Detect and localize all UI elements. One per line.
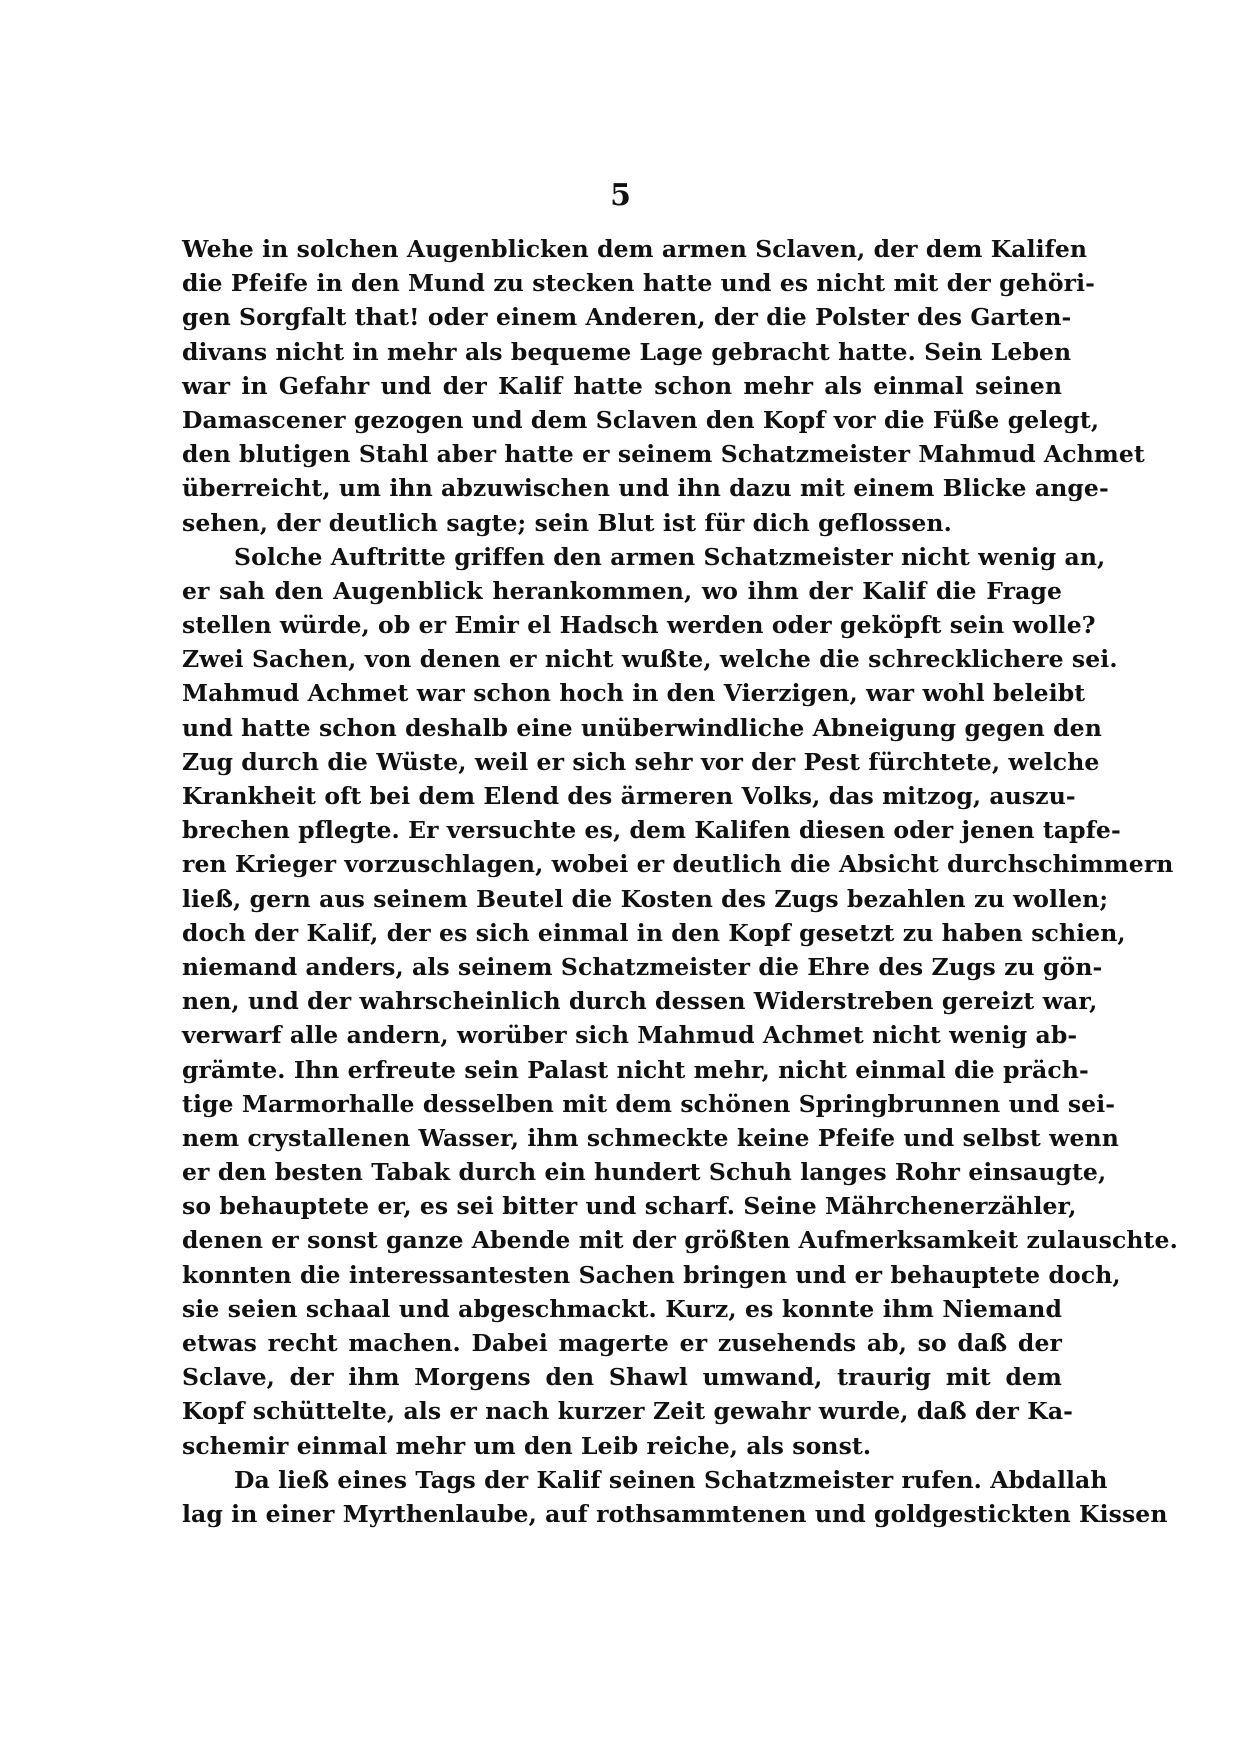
- text-line: er sah den Augenblick herankommen, wo ihm der Kalif die Frage: [182, 576, 1062, 605]
- text-line: Solche Auftritte griffen den armen Schatzmeister nicht wenig an,: [234, 542, 1106, 571]
- text-line: denen er sonst ganze Abende mit der größten Aufmerksamkeit zulauschte.: [182, 1226, 1178, 1255]
- text-line: er den besten Tabak durch ein hundert Schuh langes Rohr einsaugte,: [182, 1158, 1107, 1187]
- text-line: grämte. Ihn erfreute sein Palast nicht mehr, nicht einmal die präch-: [182, 1055, 1089, 1084]
- text-line: nen, und der wahrscheinlich durch dessen Widerstreben gereizt war,: [182, 987, 1098, 1016]
- text-line: verwarf alle andern, worüber sich Mahmud Achmet nicht wenig ab-: [182, 1021, 1078, 1050]
- text-line: Zug durch die Wüste, weil er sich sehr vor der Pest fürchtete, welche: [182, 747, 1100, 776]
- text-line: sie seien schaal und abgeschmackt. Kurz, es konnte ihm Niemand: [182, 1294, 1062, 1323]
- text-line: schemir einmal mehr um den Leib reiche, als sonst.: [182, 1431, 872, 1460]
- text-line: war in Gefahr und der Kalif hatte schon mehr als einmal seinen: [182, 371, 1062, 400]
- text-line: so behauptete er, es sei bitter und scharf. Seine Mährchenerzähler,: [182, 1192, 1077, 1221]
- text-line: den blutigen Stahl aber hatte er seinem Schatzmeister Mahmud Achmet: [182, 440, 1145, 469]
- text-line: doch der Kalif, der es sich einmal in den Kopf gesetzt zu haben schien,: [182, 918, 1126, 947]
- text-line: ließ, gern aus seinem Beutel die Kosten des Zugs bezahlen zu wollen;: [182, 884, 1109, 913]
- text-line: tige Marmorhalle desselben mit dem schönen Springbrunnen und sei-: [182, 1089, 1116, 1118]
- text-line: etwas recht machen. Dabei magerte er zusehends ab, so daß der: [182, 1329, 1062, 1357]
- text-line: ren Krieger vorzuschlagen, wobei er deutlich die Absicht durchschimmern: [182, 850, 1174, 879]
- text-line: konnten die interessantesten Sachen bringen und er behauptete doch,: [182, 1260, 1121, 1289]
- text-line: Kopf schüttelte, als er nach kurzer Zeit gewahr wurde, daß der Ka-: [182, 1397, 1073, 1426]
- text-line: Mahmud Achmet war schon hoch in den Vierzigen, war wohl beleibt: [182, 679, 1086, 708]
- text-line: Damascener gezogen und dem Sclaven den Kopf vor die Füße gelegt,: [182, 405, 1100, 434]
- text-line: und hatte schon deshalb eine unüberwindliche Abneigung gegen den: [182, 713, 1102, 742]
- text-line: Wehe in solchen Augenblicken dem armen Sclaven, der dem Kalifen: [182, 235, 1088, 263]
- body-text: [182, 232, 1178, 1531]
- text-line: Da ließ eines Tags der Kalif seinen Schatzmeister rufen. Abdallah: [234, 1465, 1108, 1494]
- text-line: niemand anders, als seinem Schatzmeister die Ehre des Zugs zu gön-: [182, 952, 1103, 981]
- text-line: lag in einer Myrthenlaube, auf rothsammtenen und goldgestickten Kissen: [182, 1499, 1168, 1528]
- text-line: stellen würde, ob er Emir el Hadsch werden oder geköpft sein wolle?: [182, 611, 1096, 640]
- text-line: nem crystallenen Wasser, ihm schmeckte keine Pfeife und selbst wenn: [182, 1123, 1119, 1152]
- text-line: brechen pflegte. Er versuchte es, dem Kalifen diesen oder jenen tapfe-: [182, 816, 1121, 845]
- text-line: divans nicht in mehr als bequeme Lage gebracht hatte. Sein Leben: [182, 337, 1072, 366]
- text-line: Krankheit oft bei dem Elend des ärmeren Volks, das mitzog, auszu-: [182, 782, 1076, 810]
- text-line: die Pfeife in den Mund zu stecken hatte und es nicht mit der gehöri-: [182, 269, 1096, 298]
- text-line: gen Sorgfalt that! oder einem Anderen, der die Polster des Garten-: [182, 303, 1072, 332]
- text-line: sehen, der deutlich sagte; sein Blut ist für dich geflossen.: [182, 508, 952, 537]
- text-line: Zwei Sachen, von denen er nicht wußte, welche die schrecklichere sei.: [182, 645, 1118, 674]
- page-number: 5: [610, 178, 631, 213]
- text-line: Sclave, der ihm Morgens den Shawl umwand, traurig mit dem: [182, 1363, 1062, 1392]
- text-line: überreicht, um ihn abzuwischen und ihn dazu mit einem Blicke ange-: [182, 474, 1109, 503]
